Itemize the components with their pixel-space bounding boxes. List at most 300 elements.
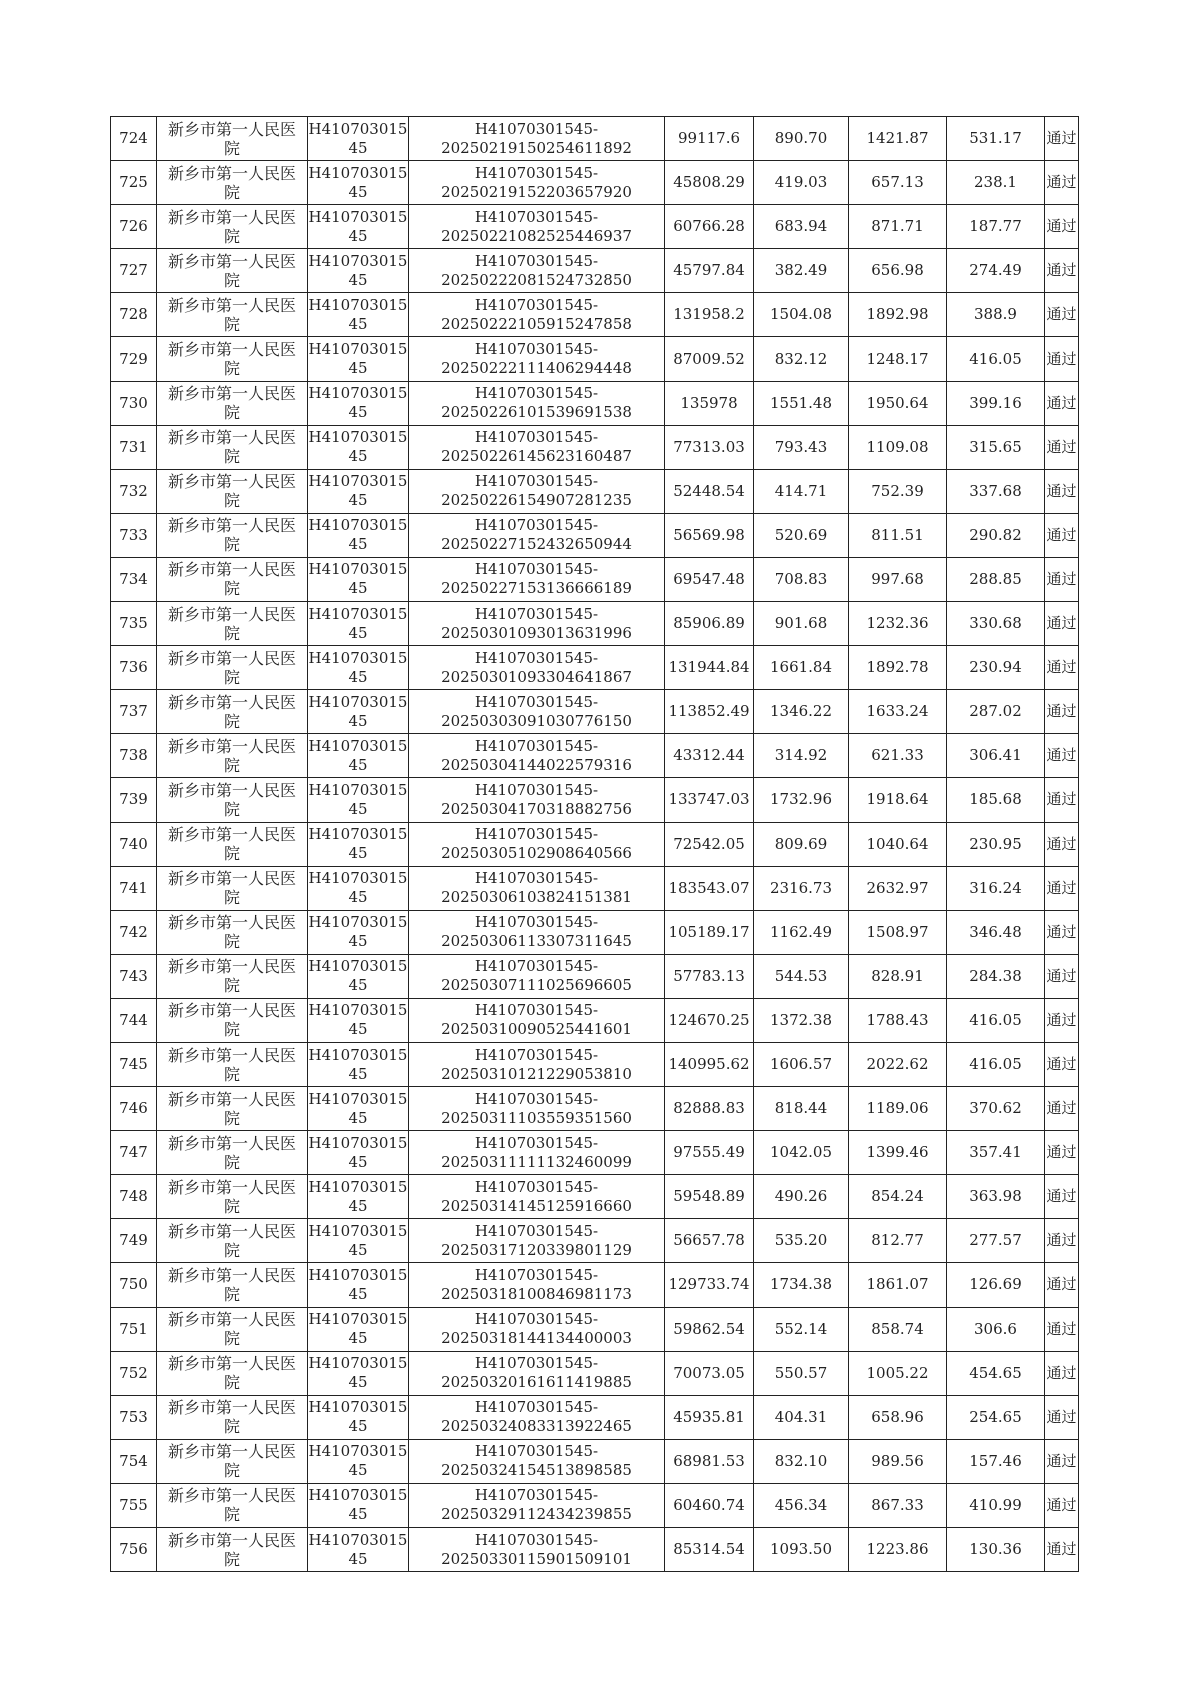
cell-difference: 316.24: [947, 866, 1045, 910]
hospital-name-line2: 院: [223, 1417, 240, 1437]
cell-status: 通过: [1045, 1483, 1079, 1527]
hospital-name-line2: 院: [223, 888, 240, 908]
hospital-name-line2: 院: [223, 1461, 240, 1481]
cell-hospital: [157, 381, 308, 425]
code-line2: 45: [348, 888, 368, 907]
hospital-name-line2: 院: [223, 138, 240, 158]
hospital-name-line2: 院: [223, 755, 240, 775]
hospital-name-line2: 院: [223, 1373, 240, 1393]
cell-hospital: [157, 425, 308, 469]
cell-hospital: [157, 690, 308, 734]
cell-institution-code: [308, 954, 409, 998]
code-line1: H410703015: [308, 1089, 408, 1108]
cell-seq: 756: [111, 1528, 157, 1572]
code-line1: H410703015: [308, 1177, 408, 1196]
code-line2: 45: [348, 270, 368, 289]
cell-record-id: [409, 1395, 665, 1439]
cell-hospital: [157, 998, 308, 1042]
cell-amount-b: 854.24: [849, 1175, 947, 1219]
cell-amount-b: 1508.97: [849, 910, 947, 954]
cell-status: 通过: [1045, 1131, 1079, 1175]
cell-difference: 410.99: [947, 1483, 1045, 1527]
cell-hospital: [157, 337, 308, 381]
table-row: [111, 1528, 1079, 1572]
cell-hospital: [157, 469, 308, 513]
record-id-line1: H41070301545-: [474, 472, 599, 491]
code-line2: 45: [348, 1020, 368, 1039]
cell-amount-b: 1892.78: [849, 646, 947, 690]
cell-amount-a: 544.53: [754, 954, 849, 998]
cell-record-id: [409, 866, 665, 910]
cell-amount-b: 811.51: [849, 513, 947, 557]
cell-record-id: [409, 249, 665, 293]
cell-status: 通过: [1045, 381, 1079, 425]
record-id-line1: H41070301545-: [474, 736, 599, 755]
hospital-name-line2: 院: [223, 1196, 240, 1216]
cell-seq: 727: [111, 249, 157, 293]
cell-institution-code: [308, 513, 409, 557]
table-row: [111, 1395, 1079, 1439]
cell-institution-code: [308, 1528, 409, 1572]
hospital-name-line2: 院: [223, 579, 240, 599]
cell-status: 通过: [1045, 1307, 1079, 1351]
cell-amount-b: 658.96: [849, 1395, 947, 1439]
cell-difference: 284.38: [947, 954, 1045, 998]
cell-amount-b: 1633.24: [849, 690, 947, 734]
hospital-name-line2: 院: [223, 1064, 240, 1084]
cell-status: 通过: [1045, 513, 1079, 557]
hospital-name-line1: 新乡市第一人民医: [167, 384, 296, 404]
table-row: [111, 954, 1079, 998]
cell-institution-code: [308, 866, 409, 910]
record-id-line2: 20250227153136666189: [441, 579, 632, 598]
hospital-name-line1: 新乡市第一人民医: [167, 1177, 296, 1197]
cell-institution-code: [308, 1219, 409, 1263]
cell-seq: 729: [111, 337, 157, 381]
cell-difference: 277.57: [947, 1219, 1045, 1263]
record-id-line1: H41070301545-: [474, 869, 599, 888]
cell-status: 通过: [1045, 866, 1079, 910]
table-row: [111, 866, 1079, 910]
cell-amount-a: 314.92: [754, 734, 849, 778]
cell-record-id: [409, 1307, 665, 1351]
table-row: [111, 117, 1079, 161]
cell-total-amount: 105189.17: [665, 910, 754, 954]
cell-hospital: [157, 822, 308, 866]
hospital-name-line1: 新乡市第一人民医: [167, 428, 296, 448]
cell-seq: 748: [111, 1175, 157, 1219]
cell-amount-b: 1223.86: [849, 1528, 947, 1572]
record-id-line1: H41070301545-: [474, 1442, 599, 1461]
cell-amount-a: 382.49: [754, 249, 849, 293]
cell-amount-a: 520.69: [754, 513, 849, 557]
cell-hospital: [157, 1307, 308, 1351]
cell-record-id: [409, 469, 665, 513]
cell-amount-b: 1005.22: [849, 1351, 947, 1395]
code-line2: 45: [348, 403, 368, 422]
hospital-name-line1: 新乡市第一人民医: [167, 648, 296, 668]
hospital-name-line2: 院: [223, 1505, 240, 1525]
cell-amount-a: 818.44: [754, 1087, 849, 1131]
cell-total-amount: 140995.62: [665, 1042, 754, 1086]
code-line2: 45: [348, 711, 368, 730]
hospital-name-line2: 院: [223, 447, 240, 467]
cell-hospital: [157, 161, 308, 205]
cell-status: 通过: [1045, 778, 1079, 822]
record-id-line1: H41070301545-: [474, 1486, 599, 1505]
cell-status: 通过: [1045, 998, 1079, 1042]
cell-difference: 130.36: [947, 1528, 1045, 1572]
cell-amount-b: 812.77: [849, 1219, 947, 1263]
hospital-name-line1: 新乡市第一人民医: [167, 1001, 296, 1021]
cell-total-amount: 69547.48: [665, 557, 754, 601]
code-line2: 45: [348, 1064, 368, 1083]
cell-total-amount: 131958.2: [665, 293, 754, 337]
code-line2: 45: [348, 491, 368, 510]
hospital-name-line2: 院: [223, 491, 240, 511]
cell-total-amount: 85906.89: [665, 602, 754, 646]
cell-difference: 288.85: [947, 557, 1045, 601]
cell-hospital: [157, 1351, 308, 1395]
hospital-name-line2: 院: [223, 623, 240, 643]
cell-difference: 230.94: [947, 646, 1045, 690]
cell-status: 通过: [1045, 910, 1079, 954]
cell-amount-b: 1189.06: [849, 1087, 947, 1131]
cell-difference: 157.46: [947, 1439, 1045, 1483]
hospital-name-line2: 院: [223, 226, 240, 246]
cell-hospital: [157, 910, 308, 954]
cell-record-id: [409, 646, 665, 690]
cell-record-id: [409, 954, 665, 998]
table-row: [111, 161, 1079, 205]
cell-status: 通过: [1045, 1395, 1079, 1439]
cell-amount-b: 871.71: [849, 205, 947, 249]
hospital-name-line1: 新乡市第一人民医: [167, 1221, 296, 1241]
table-row: [111, 1439, 1079, 1483]
record-id-line2: 20250227152432650944: [441, 535, 632, 554]
cell-amount-a: 901.68: [754, 602, 849, 646]
record-id-line1: H41070301545-: [474, 560, 599, 579]
cell-seq: 752: [111, 1351, 157, 1395]
cell-amount-a: 404.31: [754, 1395, 849, 1439]
cell-seq: 747: [111, 1131, 157, 1175]
settlement-table: [110, 116, 1079, 1572]
cell-seq: 741: [111, 866, 157, 910]
record-id-line1: H41070301545-: [474, 913, 599, 932]
cell-difference: 287.02: [947, 690, 1045, 734]
cell-difference: 306.6: [947, 1307, 1045, 1351]
code-line1: H410703015: [308, 119, 408, 138]
record-id-line1: H41070301545-: [474, 1265, 599, 1284]
code-line1: H410703015: [308, 1442, 408, 1461]
code-line2: 45: [348, 1329, 368, 1348]
cell-difference: 388.9: [947, 293, 1045, 337]
cell-amount-a: 1346.22: [754, 690, 849, 734]
hospital-name-line2: 院: [223, 270, 240, 290]
code-line1: H410703015: [308, 384, 408, 403]
cell-amount-a: 2316.73: [754, 866, 849, 910]
cell-seq: 728: [111, 293, 157, 337]
record-id-line2: 20250318100846981173: [441, 1284, 632, 1303]
cell-amount-a: 550.57: [754, 1351, 849, 1395]
record-id-line1: H41070301545-: [474, 1310, 599, 1329]
hospital-name-line2: 院: [223, 976, 240, 996]
table-row: [111, 1219, 1079, 1263]
record-id-line1: H41070301545-: [474, 780, 599, 799]
cell-hospital: [157, 557, 308, 601]
table-row: [111, 381, 1079, 425]
cell-seq: 744: [111, 998, 157, 1042]
cell-total-amount: 87009.52: [665, 337, 754, 381]
hospital-name-line2: 院: [223, 1329, 240, 1349]
cell-record-id: [409, 513, 665, 557]
hospital-name-line1: 新乡市第一人民医: [167, 1530, 296, 1550]
record-id-line2: 20250305102908640566: [441, 844, 632, 863]
cell-institution-code: [308, 1483, 409, 1527]
cell-status: 通过: [1045, 822, 1079, 866]
cell-hospital: [157, 1131, 308, 1175]
code-line1: H410703015: [308, 869, 408, 888]
hospital-name-line1: 新乡市第一人民医: [167, 207, 296, 227]
cell-seq: 724: [111, 117, 157, 161]
hospital-name-line1: 新乡市第一人民医: [167, 604, 296, 624]
code-line2: 45: [348, 799, 368, 818]
record-id-line1: H41070301545-: [474, 251, 599, 270]
cell-hospital: [157, 1042, 308, 1086]
cell-status: 通过: [1045, 954, 1079, 998]
cell-record-id: [409, 734, 665, 778]
cell-difference: 370.62: [947, 1087, 1045, 1131]
cell-hospital: [157, 1395, 308, 1439]
cell-amount-a: 1661.84: [754, 646, 849, 690]
cell-amount-a: 1606.57: [754, 1042, 849, 1086]
record-id-line2: 20250219152203657920: [441, 182, 632, 201]
table-row: [111, 602, 1079, 646]
hospital-name-line1: 新乡市第一人民医: [167, 472, 296, 492]
code-line2: 45: [348, 138, 368, 157]
cell-amount-a: 414.71: [754, 469, 849, 513]
cell-seq: 737: [111, 690, 157, 734]
table-row: [111, 293, 1079, 337]
record-id-line2: 20250310090525441601: [441, 1020, 632, 1039]
cell-hospital: [157, 293, 308, 337]
cell-record-id: [409, 1528, 665, 1572]
code-line2: 45: [348, 1505, 368, 1524]
table-row: [111, 337, 1079, 381]
table-body: [111, 117, 1079, 1572]
code-line2: 45: [348, 579, 368, 598]
cell-seq: 736: [111, 646, 157, 690]
cell-seq: 732: [111, 469, 157, 513]
code-line1: H410703015: [308, 913, 408, 932]
hospital-name-line1: 新乡市第一人民医: [167, 560, 296, 580]
record-id-line2: 20250226101539691538: [441, 403, 632, 422]
cell-amount-a: 890.70: [754, 117, 849, 161]
cell-amount-b: 1861.07: [849, 1263, 947, 1307]
record-id-line2: 20250311111132460099: [441, 1152, 632, 1171]
code-line2: 45: [348, 182, 368, 201]
hospital-name-line1: 新乡市第一人民医: [167, 1089, 296, 1109]
cell-seq: 755: [111, 1483, 157, 1527]
code-line2: 45: [348, 1196, 368, 1215]
cell-difference: 337.68: [947, 469, 1045, 513]
table-row: [111, 513, 1079, 557]
cell-institution-code: [308, 998, 409, 1042]
cell-total-amount: 56657.78: [665, 1219, 754, 1263]
cell-hospital: [157, 646, 308, 690]
cell-seq: 745: [111, 1042, 157, 1086]
record-id-line1: H41070301545-: [474, 428, 599, 447]
cell-record-id: [409, 1219, 665, 1263]
cell-amount-b: 656.98: [849, 249, 947, 293]
hospital-name-line1: 新乡市第一人民医: [167, 736, 296, 756]
cell-amount-b: 989.56: [849, 1439, 947, 1483]
cell-amount-b: 1399.46: [849, 1131, 947, 1175]
record-id-line1: H41070301545-: [474, 604, 599, 623]
code-line2: 45: [348, 1240, 368, 1259]
code-line1: H410703015: [308, 780, 408, 799]
record-id-line1: H41070301545-: [474, 1354, 599, 1373]
record-id-line2: 20250329112434239855: [441, 1505, 632, 1524]
cell-record-id: [409, 690, 665, 734]
record-id-line2: 20250219150254611892: [441, 138, 632, 157]
cell-amount-b: 858.74: [849, 1307, 947, 1351]
record-id-line1: H41070301545-: [474, 1221, 599, 1240]
cell-total-amount: 131944.84: [665, 646, 754, 690]
cell-total-amount: 99117.6: [665, 117, 754, 161]
cell-status: 通过: [1045, 425, 1079, 469]
record-id-line2: 20250324154513898585: [441, 1461, 632, 1480]
cell-difference: 238.1: [947, 161, 1045, 205]
table-row: [111, 910, 1079, 954]
cell-amount-b: 1040.64: [849, 822, 947, 866]
cell-status: 通过: [1045, 1263, 1079, 1307]
cell-amount-a: 419.03: [754, 161, 849, 205]
code-line2: 45: [348, 1461, 368, 1480]
cell-difference: 416.05: [947, 1042, 1045, 1086]
code-line2: 45: [348, 1417, 368, 1436]
hospital-name-line1: 新乡市第一人民医: [167, 163, 296, 183]
cell-total-amount: 70073.05: [665, 1351, 754, 1395]
cell-hospital: [157, 249, 308, 293]
table-row: [111, 469, 1079, 513]
cell-seq: 733: [111, 513, 157, 557]
cell-institution-code: [308, 425, 409, 469]
cell-institution-code: [308, 1439, 409, 1483]
code-line2: 45: [348, 623, 368, 642]
cell-total-amount: 77313.03: [665, 425, 754, 469]
code-line1: H410703015: [308, 825, 408, 844]
cell-seq: 726: [111, 205, 157, 249]
cell-amount-a: 1551.48: [754, 381, 849, 425]
cell-status: 通过: [1045, 337, 1079, 381]
hospital-name-line1: 新乡市第一人民医: [167, 295, 296, 315]
cell-difference: 185.68: [947, 778, 1045, 822]
cell-amount-b: 997.68: [849, 557, 947, 601]
cell-hospital: [157, 1439, 308, 1483]
cell-record-id: [409, 117, 665, 161]
hospital-name-line1: 新乡市第一人民医: [167, 692, 296, 712]
cell-amount-a: 1734.38: [754, 1263, 849, 1307]
cell-difference: 274.49: [947, 249, 1045, 293]
code-line2: 45: [348, 1373, 368, 1392]
cell-hospital: [157, 1219, 308, 1263]
cell-record-id: [409, 1175, 665, 1219]
hospital-name-line1: 新乡市第一人民医: [167, 1442, 296, 1462]
cell-record-id: [409, 205, 665, 249]
cell-difference: 315.65: [947, 425, 1045, 469]
table-row: [111, 822, 1079, 866]
cell-institution-code: [308, 690, 409, 734]
cell-seq: 742: [111, 910, 157, 954]
cell-status: 通过: [1045, 117, 1079, 161]
cell-total-amount: 82888.83: [665, 1087, 754, 1131]
cell-total-amount: 59862.54: [665, 1307, 754, 1351]
cell-seq: 739: [111, 778, 157, 822]
cell-difference: 126.69: [947, 1263, 1045, 1307]
cell-status: 通过: [1045, 1087, 1079, 1131]
hospital-name-line2: 院: [223, 1152, 240, 1172]
cell-hospital: [157, 1087, 308, 1131]
hospital-name-line1: 新乡市第一人民医: [167, 780, 296, 800]
cell-difference: 346.48: [947, 910, 1045, 954]
table-row: [111, 205, 1079, 249]
cell-institution-code: [308, 381, 409, 425]
cell-institution-code: [308, 822, 409, 866]
cell-status: 通过: [1045, 205, 1079, 249]
record-id-line1: H41070301545-: [474, 1177, 599, 1196]
cell-total-amount: 129733.74: [665, 1263, 754, 1307]
cell-seq: 740: [111, 822, 157, 866]
hospital-name-line2: 院: [223, 1020, 240, 1040]
cell-total-amount: 60766.28: [665, 205, 754, 249]
code-line1: H410703015: [308, 1001, 408, 1020]
cell-difference: 254.65: [947, 1395, 1045, 1439]
cell-seq: 743: [111, 954, 157, 998]
code-line1: H410703015: [308, 1221, 408, 1240]
cell-record-id: [409, 1131, 665, 1175]
record-id-line2: 20250222081524732850: [441, 270, 632, 289]
cell-amount-b: 828.91: [849, 954, 947, 998]
cell-seq: 746: [111, 1087, 157, 1131]
hospital-name-line1: 新乡市第一人民医: [167, 1045, 296, 1065]
hospital-name-line1: 新乡市第一人民医: [167, 825, 296, 845]
hospital-name-line1: 新乡市第一人民医: [167, 1354, 296, 1374]
cell-hospital: [157, 1528, 308, 1572]
table-row: [111, 778, 1079, 822]
cell-record-id: [409, 1042, 665, 1086]
cell-difference: 187.77: [947, 205, 1045, 249]
cell-difference: 363.98: [947, 1175, 1045, 1219]
cell-institution-code: [308, 602, 409, 646]
record-id-line2: 20250301093013631996: [441, 623, 632, 642]
table-row: [111, 734, 1079, 778]
hospital-name-line2: 院: [223, 314, 240, 334]
code-line1: H410703015: [308, 516, 408, 535]
record-id-line2: 20250221082525446937: [441, 226, 632, 245]
hospital-name-line1: 新乡市第一人民医: [167, 119, 296, 139]
code-line2: 45: [348, 1284, 368, 1303]
cell-record-id: [409, 337, 665, 381]
cell-amount-a: 490.26: [754, 1175, 849, 1219]
cell-status: 通过: [1045, 690, 1079, 734]
code-line1: H410703015: [308, 604, 408, 623]
cell-amount-a: 456.34: [754, 1483, 849, 1527]
cell-amount-a: 1042.05: [754, 1131, 849, 1175]
hospital-name-line2: 院: [223, 1108, 240, 1128]
cell-amount-a: 1732.96: [754, 778, 849, 822]
cell-amount-b: 657.13: [849, 161, 947, 205]
